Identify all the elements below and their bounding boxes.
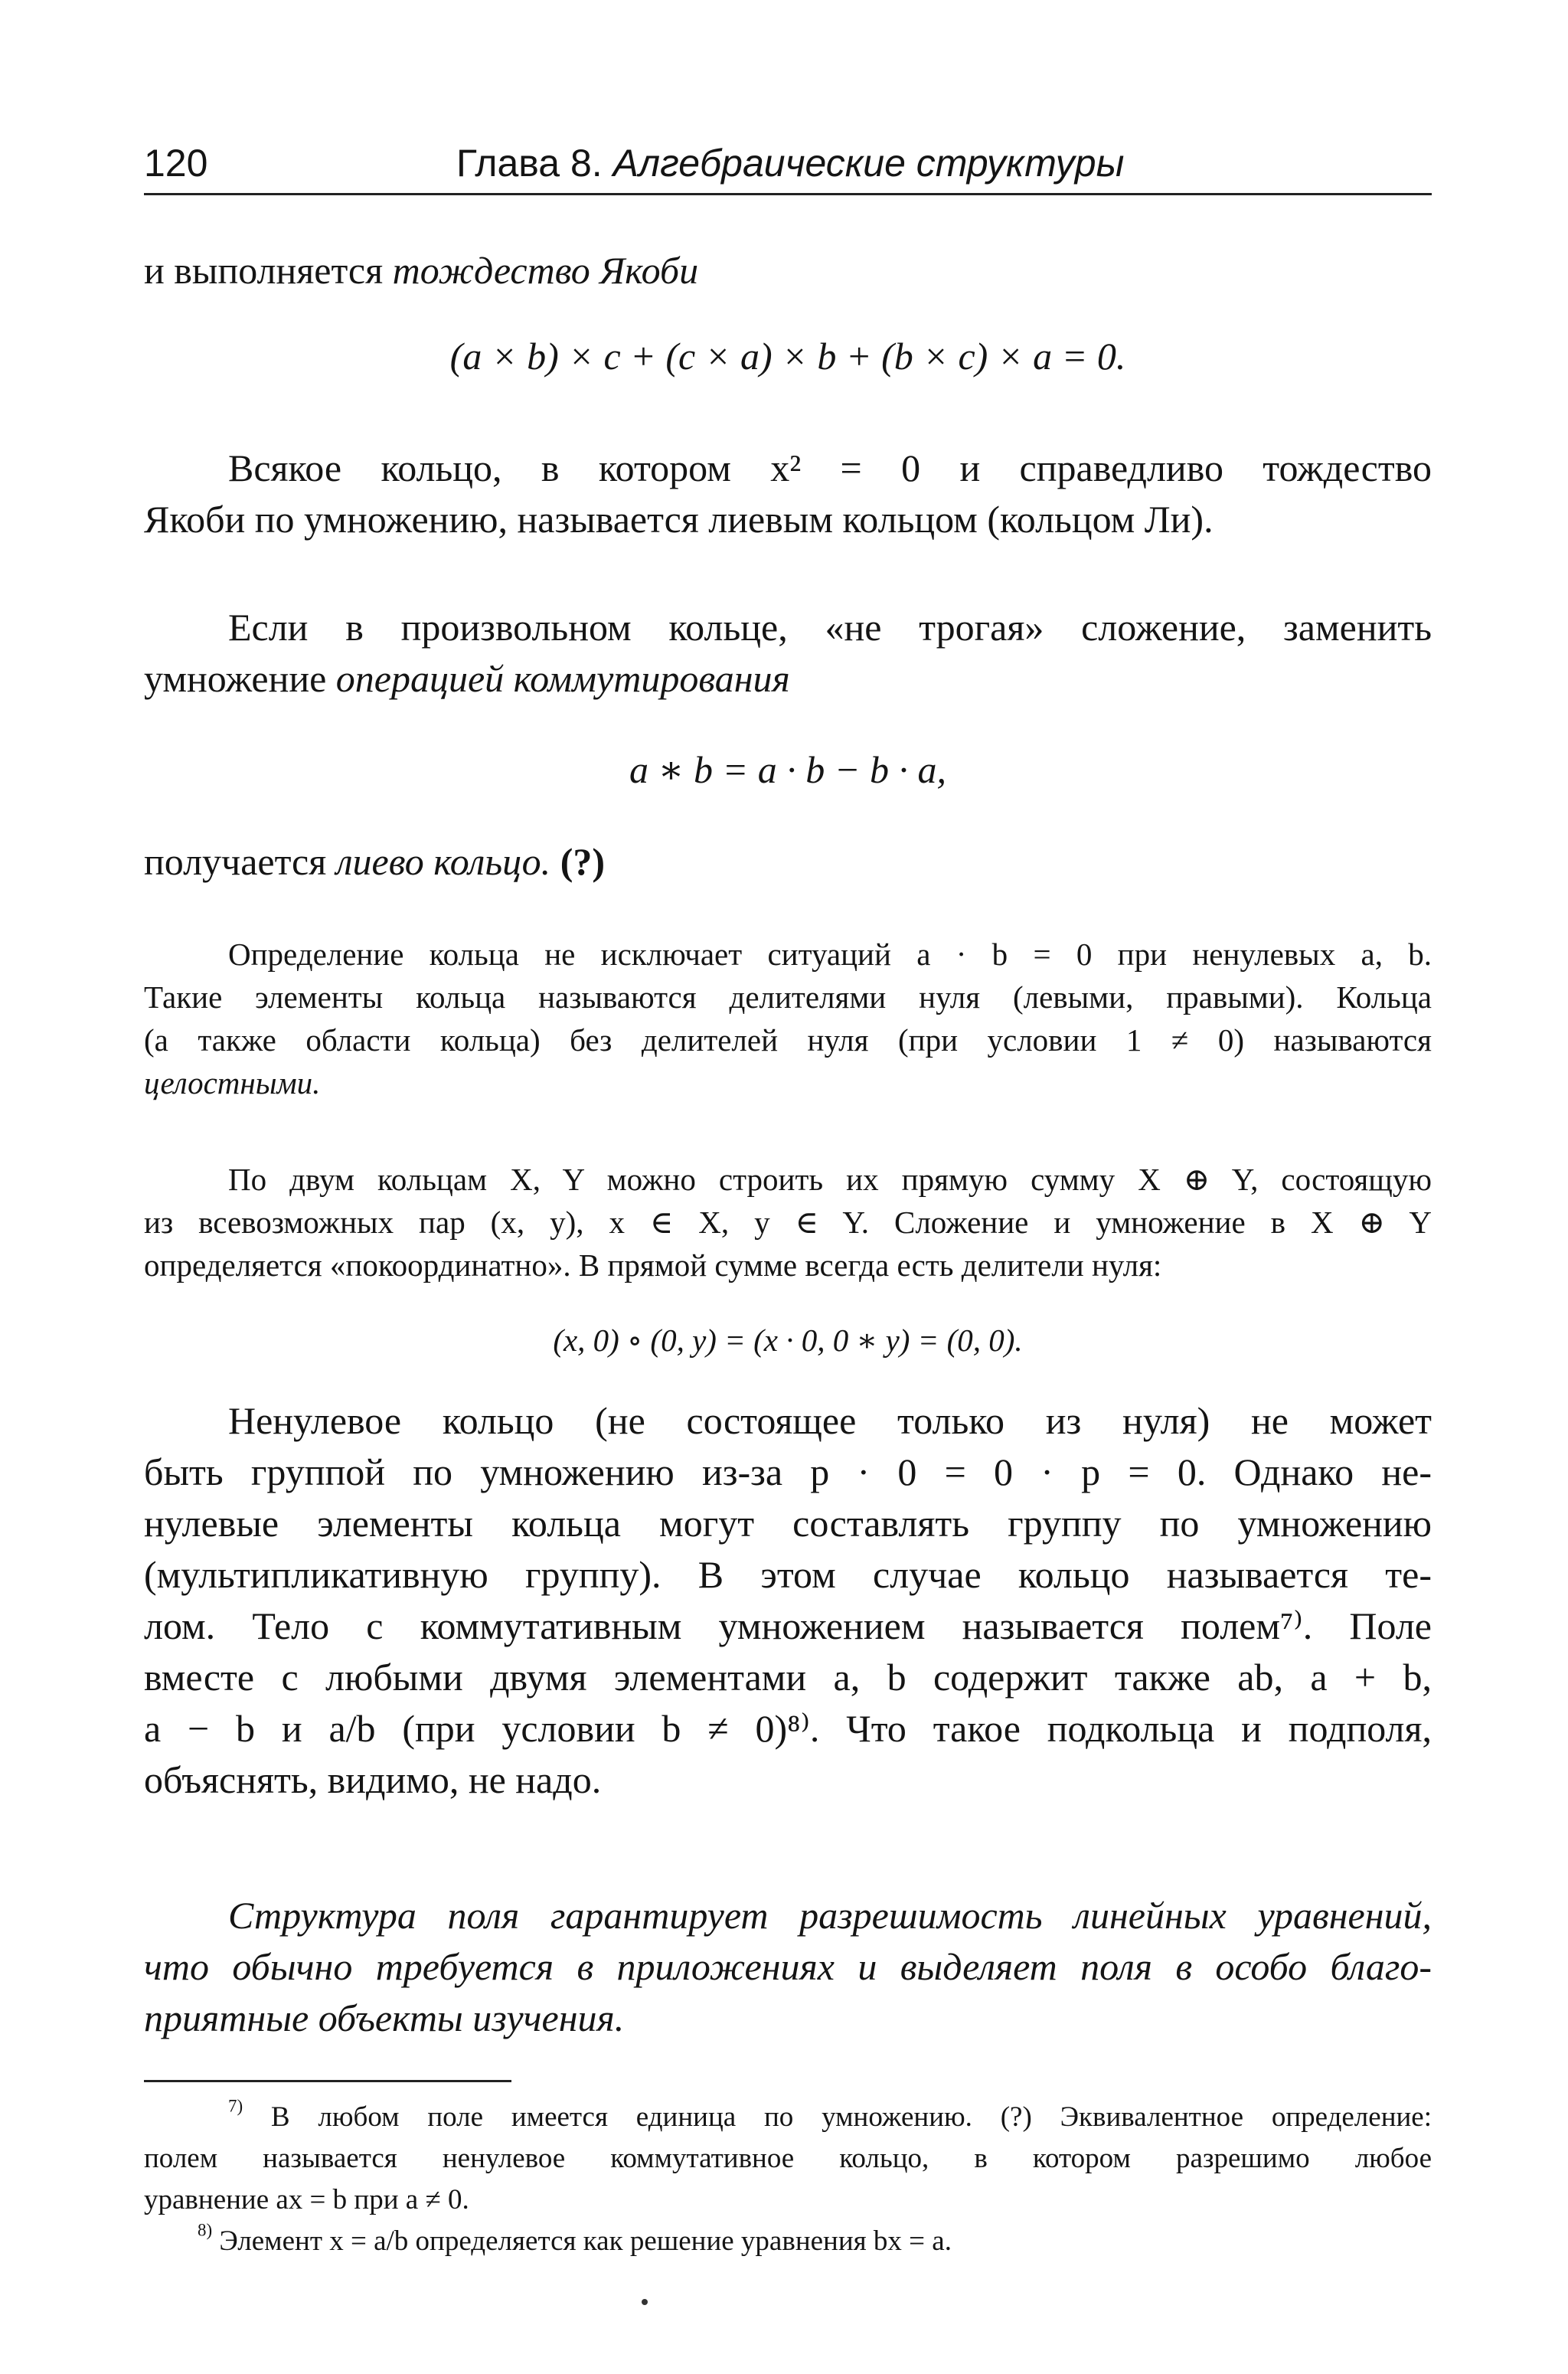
chapter-label: Глава 8.	[456, 142, 603, 185]
chapter-name: Алгебраические структуры	[612, 142, 1125, 185]
direct-sum-line-3: определяется «покоординатно». В прямой сумме всегда есть делители нуля:	[144, 1247, 1162, 1283]
commutator-line-1: Если в произвольном кольце, «не трогая» сложение, заменить	[228, 606, 1432, 649]
field-line-5: лом. Тело с коммутативным умножением называется полем⁷⁾. Поле	[144, 1604, 1432, 1647]
field-line-6: вместе с любыми двумя элементами a, b содержит также ab, a + b,	[144, 1656, 1432, 1699]
importance-line-3: приятные объекты изучения.	[144, 1996, 625, 2039]
lie-ring-line-1: Всякое кольцо, в котором x² = 0 и справедливо тождество	[228, 446, 1432, 489]
commutator-formula: a ∗ b = a · b − b · a,	[629, 748, 946, 791]
header-rule	[144, 193, 1432, 195]
footnote-rule	[144, 2080, 511, 2082]
zero-divisors-paragraph	[144, 933, 1432, 1104]
footnote-8-line-1: Элемент x = a/b определяется как решение уравнения bx = a.	[219, 2225, 952, 2257]
direct-sum-line-2: из всевозможных пар (x, y), x ∈ X, y ∈ Y. Сложение и умножение в X ⊕ Y	[144, 1205, 1432, 1240]
direct-sum-formula: (x, 0) ∘ (0, y) = (x · 0, 0 ∗ y) = (0, 0).	[553, 1323, 1023, 1358]
field-line-7: a − b и a/b (при условии b ≠ 0)⁸⁾. Что такое подкольца и подполя,	[144, 1707, 1432, 1750]
footnote-7	[144, 2097, 1432, 2221]
footnote-7-line-3: уравнение ax = b при a ≠ 0.	[144, 2184, 469, 2215]
stray-dot	[642, 2299, 648, 2305]
zero-divisors-line-2: Такие элементы кольца называются делителями нуля (левыми, правыми). Кольца	[144, 979, 1432, 1015]
question-mark: (?)	[560, 840, 605, 883]
field-line-8: объяснять, видимо, не надо.	[144, 1758, 602, 1801]
commutator-line-2-text: умножение	[144, 657, 336, 700]
importance-line-1: Структура поля гарантирует разрешимость линейных уравнений,	[228, 1894, 1432, 1937]
lie-ring-definition	[144, 443, 1432, 545]
zero-divisors-line-3: (а также области кольца) без делителей нуля (при условии 1 ≠ 0) называются	[144, 1022, 1432, 1058]
lie-ring-line-2: Якоби по умножению, называется лиевым кольцом (кольцом Ли).	[144, 498, 1214, 541]
commutator-result-term: лиево кольцо.	[335, 840, 551, 883]
importance-line-2: что обычно требуется в приложениях и выделяет поля в особо благо-	[144, 1945, 1432, 1988]
jacobi-formula: (a × b) × c + (c × a) × b + (b × c) × a = 0.	[449, 335, 1126, 378]
running-header	[144, 136, 1432, 198]
chapter-title	[456, 136, 1124, 190]
footnote-7-line-1: В любом поле имеется единица по умножению. (?) Эквивалентное определение:	[270, 2101, 1432, 2133]
footnote-7-line-2: полем называется ненулевое коммутативное кольцо, в котором разрешимо любое	[144, 2143, 1432, 2174]
field-line-1: Ненулевое кольцо (не состоящее только из нуля) не может	[228, 1399, 1432, 1442]
field-line-3: нулевые элементы кольца могут составлять группу по умножению	[144, 1502, 1432, 1545]
zero-divisors-line-1: Определение кольца не исключает ситуаций a · b = 0 при ненулевых a, b.	[228, 937, 1432, 972]
page-number: 120	[144, 142, 208, 185]
commutator-result-text: получается	[144, 840, 336, 883]
commutator-paragraph	[144, 602, 1432, 705]
field-importance	[144, 1890, 1432, 2044]
jacobi-intro-term: тождество Якоби	[392, 249, 699, 292]
direct-sum-paragraph	[144, 1158, 1432, 1287]
commutator-line-2-term: операцией коммутирования	[335, 657, 790, 700]
field-line-4: (мультипликативную группу). В этом случае кольцо называется те-	[144, 1553, 1432, 1596]
footnote-8-mark: 8)	[198, 2220, 213, 2240]
commutator-result	[144, 836, 1432, 888]
footnote-8	[144, 2221, 1432, 2262]
jacobi-intro	[144, 245, 1432, 296]
zero-divisors-line-4: целостными.	[144, 1065, 321, 1100]
field-definition	[144, 1395, 1432, 1806]
jacobi-intro-text: и выполняется	[144, 249, 393, 292]
field-line-2: быть группой по умножению из-за p · 0 = 0 · p = 0. Однако не-	[144, 1450, 1432, 1493]
direct-sum-line-1: По двум кольцам X, Y можно строить их прямую сумму X ⊕ Y, состоящую	[228, 1162, 1432, 1197]
footnote-7-mark: 7)	[228, 2096, 243, 2116]
